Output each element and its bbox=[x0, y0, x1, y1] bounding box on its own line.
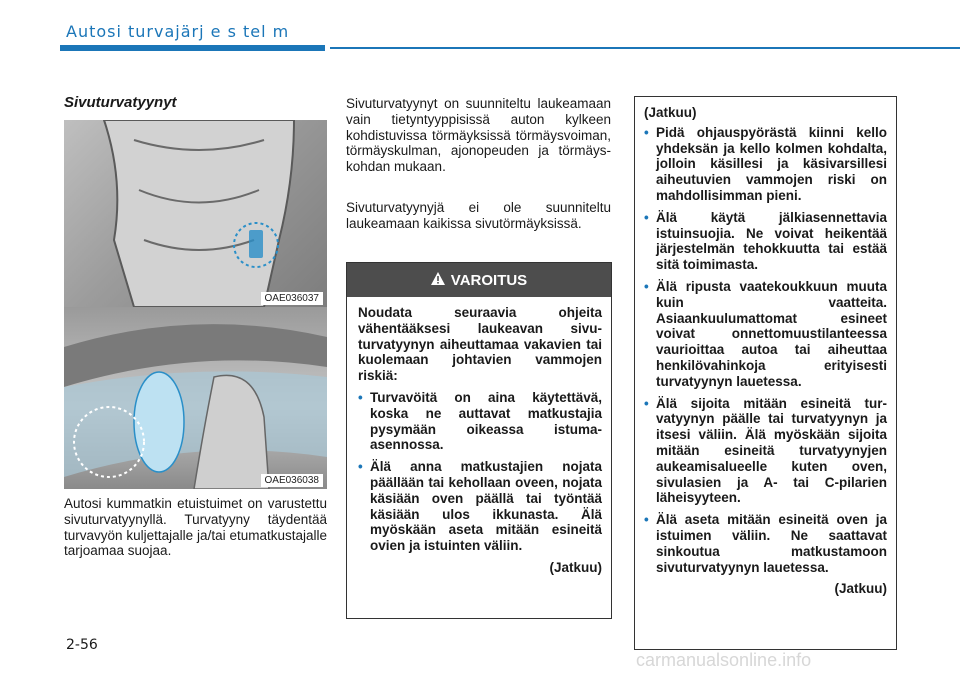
warning-body bbox=[347, 297, 611, 576]
continued-body bbox=[635, 97, 896, 597]
warning-title: VAROITUS bbox=[450, 271, 528, 289]
middle-paragraph-1: Sivuturvatyynyt on suunniteltu laukeamaan vain tietyntyyppisissä auton kylkeen kohdistuvissa törmäyksissä törmäysvoiman, törmäyskulman, ajonopeuden ja törmäyskohdan mukaan. bbox=[346, 96, 611, 175]
list-item: • Älä sijoita mitään esineitä turvatyynyn päälle tai turvatyynyn ja itsesi väliin. Älä myöskään sijoita mitään esineitä turvatyynyjen aukeamisalueelle kuten oven, sivulasien ja A- tai C-pilarien läheisyyteen. bbox=[644, 396, 887, 507]
watermark: carmanualsonline.info bbox=[636, 650, 812, 670]
list-item: • Älä aseta mitään esineitä oven ja istuimen väliin. Ne saattavat sinkoutua matkustamoon sivuturvatyynyn lauetessa. bbox=[644, 512, 887, 575]
continued-heading: (Jatkuu) bbox=[644, 105, 697, 120]
header-title: Autosi turvajärj e s tel m bbox=[66, 22, 290, 41]
header-bar bbox=[60, 45, 325, 51]
seat-illustration bbox=[64, 120, 327, 307]
continued-list bbox=[644, 125, 887, 576]
list-item: • Älä käytä jälkiasennettavia istuinsuojia. Ne voivat heikentää järjestelmän tehokkuutta tai estää sitä toimimasta. bbox=[644, 210, 887, 273]
page-number: 2-56 bbox=[66, 637, 98, 653]
warning-list bbox=[358, 390, 602, 554]
continued-label: (Jatkuu) bbox=[549, 559, 602, 575]
warning-triangle-icon bbox=[431, 272, 445, 289]
list-item: • Älä anna matkustajien nojata päällään tai kehollaan oveen, nojata käsiään oven päällä tai työntää käsiään ulos ikkunasta. Älä myöskään aseta mitään esineitä ovien ja istuinten väliin. bbox=[358, 459, 602, 554]
warning-intro: Noudata seuraavia ohjeita vähentääksesi laukeavan sivuturvatyynyn aiheuttamaa vakavien tai kuolemaan johtavien vammojen riskiä: bbox=[358, 305, 602, 384]
warning-box bbox=[346, 262, 612, 619]
cabin-airbag-figure bbox=[64, 307, 327, 489]
section-heading: Sivuturvatyynyt bbox=[64, 94, 177, 111]
list-item: • Älä ripusta vaatekoukkuun muuta kuin vaatteita. Asiaankuulumattomat esineet voivat onnettomuustilanteessa vaurioittaa autoa tai aiheuttaa henkilövahinkoja erityisesti turvatyynyn lauetessa. bbox=[644, 279, 887, 390]
continued-warning-box bbox=[634, 96, 897, 650]
cabin-illustration bbox=[64, 307, 327, 489]
warning-header bbox=[347, 263, 611, 297]
left-paragraph: Autosi kummatkin etuistuimet on varustettu sivuturvatyynyllä. Turvatyyny täydentää turvavyön kuljettajalle ja/tai etumatkustajalle tarjoamaa suojaa. bbox=[64, 496, 327, 559]
header-line bbox=[330, 47, 960, 49]
list-item: • Pidä ohjauspyörästä kiinni kello yhdeksän ja kello kolmen kohdalta, jolloin käsillesi ja käsivarsillesi aiheutuvien vammojen riski on mahdollisimman pieni. bbox=[644, 125, 887, 204]
figure-label: OAE036037 bbox=[261, 292, 324, 305]
middle-paragraph-2: Sivuturvatyynyjä ei ole suunniteltu laukeamaan kaikissa sivutörmäyksissä. bbox=[346, 200, 611, 231]
seat-airbag-figure bbox=[64, 120, 327, 307]
list-item: • Turvavöitä on aina käytettävä, koska ne auttavat matkustajia pysymään oikeassa istuma-asennossa. bbox=[358, 390, 602, 453]
continued-label: (Jatkuu) bbox=[834, 581, 887, 597]
figure-label: OAE036038 bbox=[261, 474, 324, 487]
